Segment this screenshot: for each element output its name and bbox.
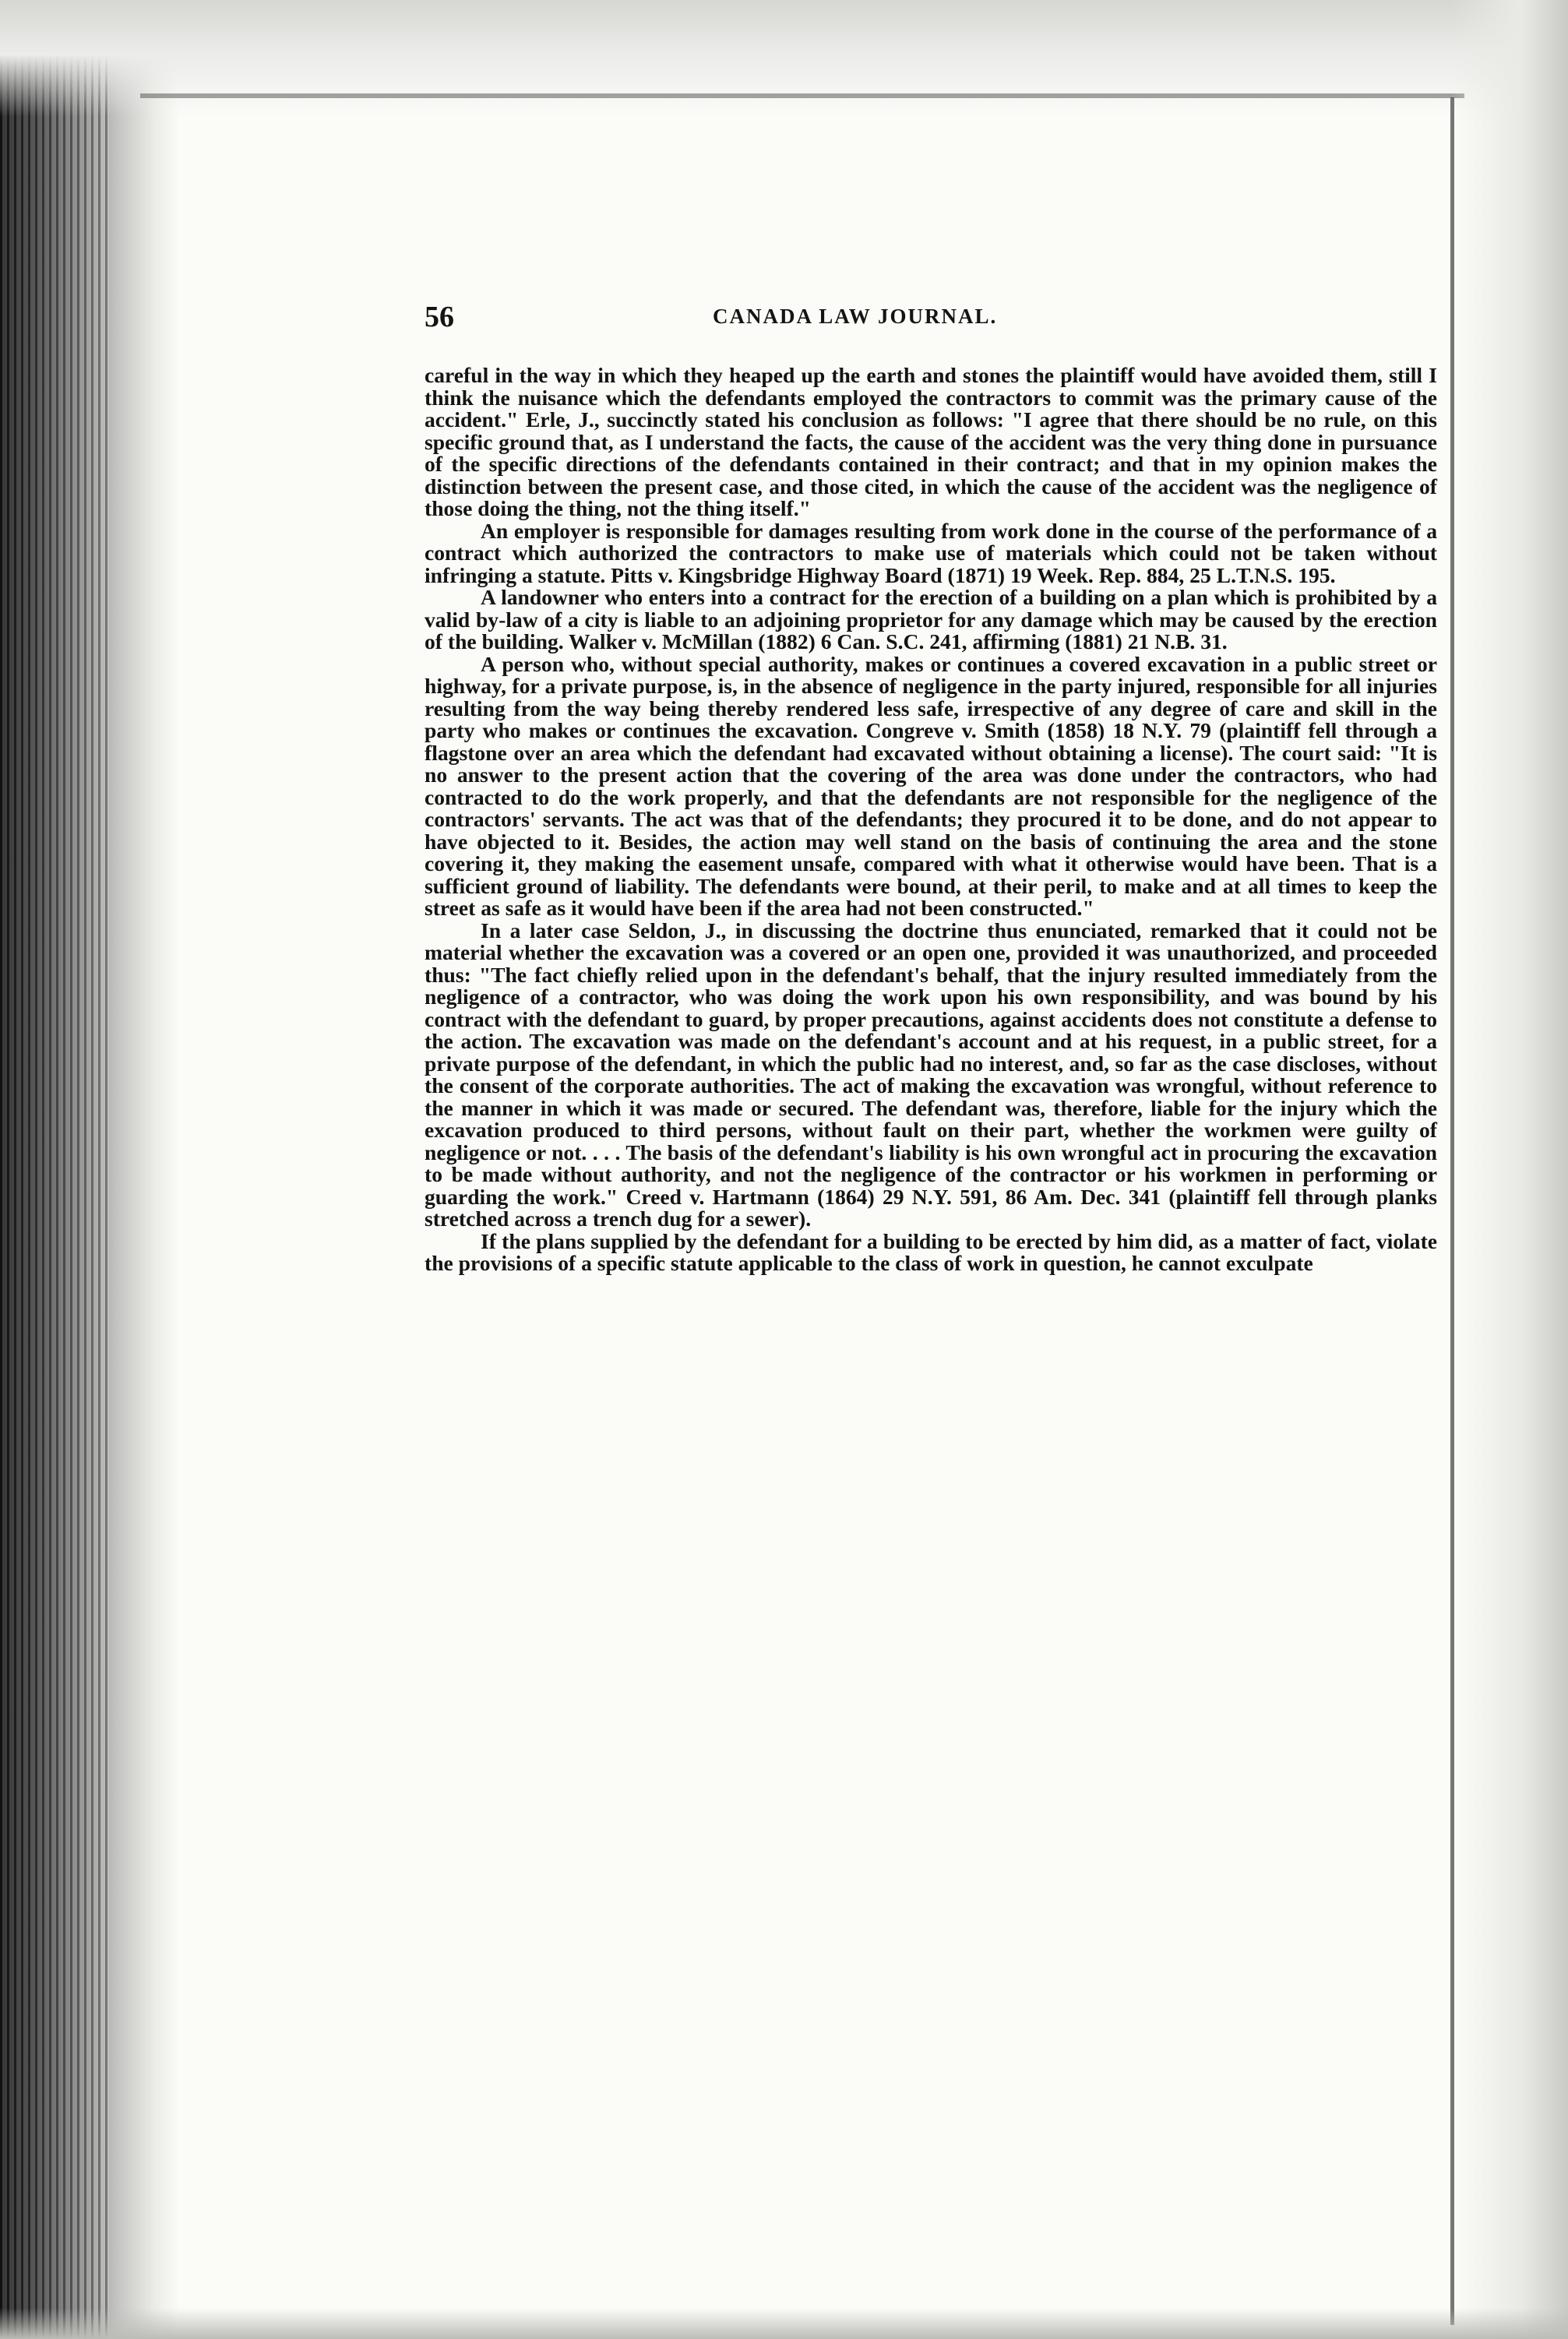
running-title: CANADA LAW JOURNAL. — [713, 305, 998, 328]
page-top-rule — [140, 93, 1464, 98]
page-header — [425, 300, 1437, 337]
page-bottom-edge — [0, 2308, 1568, 2339]
paragraph: An employer is responsible for damages resulting from work done in the course of the performance of a contract which authorized the contractors to make use of materials which could not be taken without infringing a statute. Pitts v. Kingsbridge Highway Board (1871) 19 Week. Rep. 884, 25 L.T.N.S. 195. — [425, 518, 1437, 587]
page-right-edge — [1451, 0, 1568, 2339]
paragraph: careful in the way in which they heaped up the earth and stones the plaintiff would have avoided them, still I think the nuisance which the defendants employed the contractors to commit was the primary cause of the accident." Erle, J., succinctly stated his conclusion as follows: "I agree that there should be no rule, on this specific ground that, as I understand the facts, the cause of the accident was the very thing done in pursuance of the specific directions of the defendants contained in their contract; and that in my opinion makes the distinction between the present case, and those cited, in which the cause of the accident was the negligence of those doing the thing, not the thing itself." — [425, 363, 1437, 520]
paragraph: In a later case Seldon, J., in discussing the doctrine thus enunciated, remarked that it could not be material whether the excavation was a covered or an open one, provided it was unauthorized, and proceeded thus: "The fact chiefly relied upon in the defendant's behalf, that the injury resulted immediately from the negligence of a contractor, who was doing the work upon his own responsibility, and was bound by his contract with the defendant to guard, by proper precautions, against accidents does not constitute a defense to the action. The excavation was made on the defendant's account and at his request, in a public street, for a private purpose of the defendant, in which the public had no interest, and, so far as the case discloses, without the consent of the corporate authorities. The act of making the excavation was wrongful, without reference to the manner in which it was made or secured. The defendant was, therefore, liable for the injury which the excavation produced to third persons, without fault on their part, whether the workmen were guilty of negligence or not. . . . The basis of the defendant's liability is his own wrongful act in procuring the excavation to be made without authority, and not the negligence of the contractor or his workmen in performing or guarding the work." Creed v. Hartmann (1864) 29 N.Y. 591, 86 Am. Dec. 341 (plaintiff fell through planks stretched across a trench dug for a sewer). — [425, 918, 1437, 1231]
paragraph: A person who, without special authority, makes or continues a covered excavation in a public street or highway, for a private purpose, is, in the absence of negligence in the party injured, responsible for all injuries resulting from the way being thereby rendered less safe, irrespective of any degree of care and skill in the party who makes or continues the excavation. Congreve v. Smith (1858) 18 N.Y. 79 (plaintiff fell through a flagstone over an area which the defendant had excavated without obtaining a license). The court said: "It is no answer to the present action that the covering of the area was done under the contractors, who had contracted to do the work properly, and that the defendants are not responsible for the negligence of the contractors' servants. The act was that of the defendants; they procured it to be done, and do not appear to have objected to it. Besides, the action may well stand on the basis of continuing the area and the stone covering it, they making the easement unsafe, compared with what it otherwise would have been. That is a sufficient ground of liability. The defendants were bound, at their peril, to make and at all times to keep the street as safe as it would have been if the area had not been constructed." — [425, 651, 1437, 920]
page-right-rule — [1450, 97, 1454, 2325]
paragraph: A landowner who enters into a contract for the erection of a building on a plan which is prohibited by a valid by-law of a city is liable to an adjoining proprietor for any damage which may be caused by the erection of the building. Walker v. McMillan (1882) 6 Can. S.C. 241, affirming (1881) 21 N.B. 31. — [425, 585, 1437, 653]
paragraph: If the plans supplied by the defendant for a building to be erected by him did, as a matter of fact, violate the provisions of a specific statute applicable to the class of work in question, he cannot exculpate — [425, 1228, 1437, 1275]
page-number: 56 — [425, 301, 454, 333]
page-top-edge — [0, 0, 1568, 117]
binding-edge-texture — [0, 0, 109, 2339]
body-text — [425, 365, 1437, 1275]
